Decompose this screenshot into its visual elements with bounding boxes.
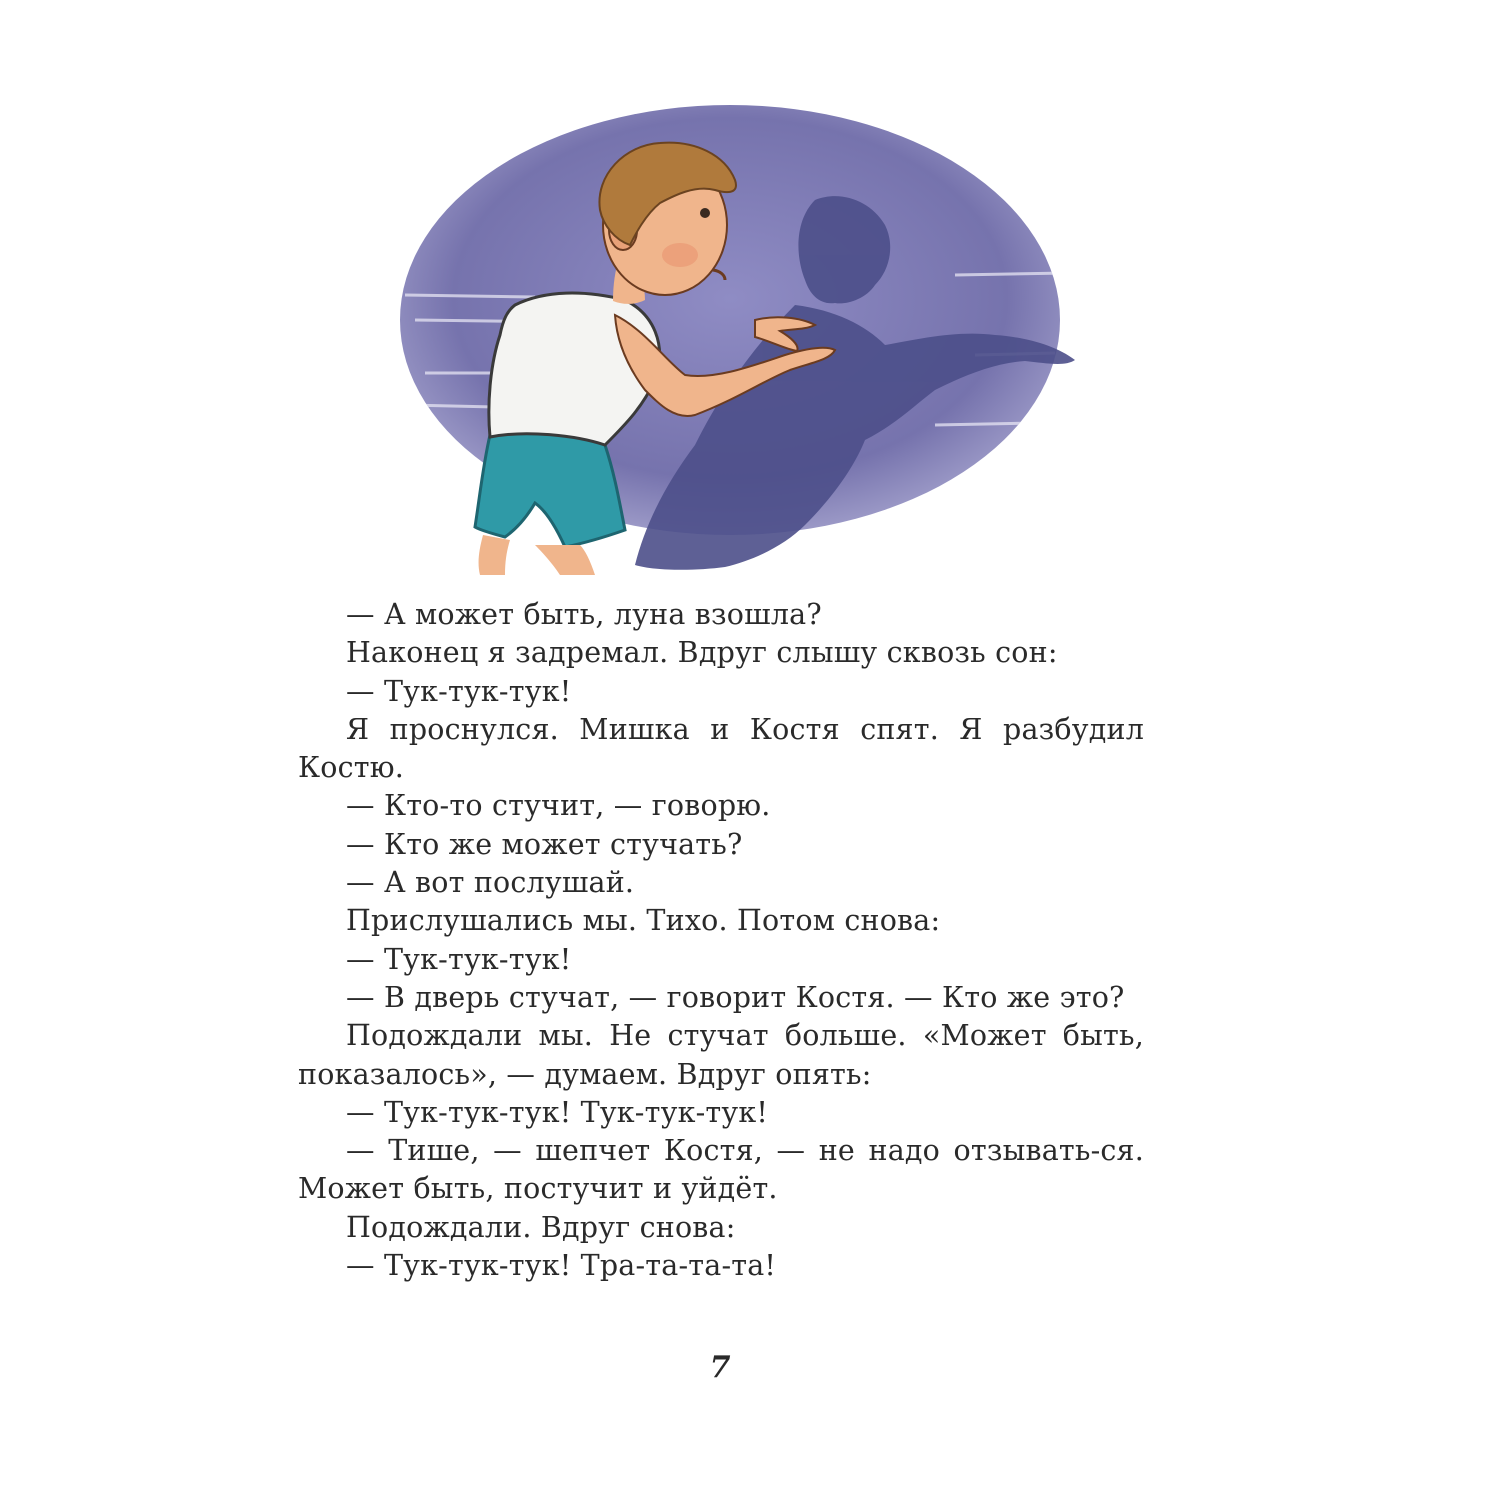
paragraph: — В дверь стучат, — говорит Костя. — Кто же это?: [346, 980, 1125, 1014]
boy-shorts: [475, 428, 625, 547]
page-number: 7: [709, 1350, 731, 1385]
story-text: [298, 596, 1144, 1285]
boy-leg: [479, 535, 510, 575]
boy-cheek: [662, 243, 698, 267]
boy-leg: [535, 545, 595, 575]
paragraph: Наконец я задремал. Вдруг слышу сквозь сон:: [346, 636, 1058, 670]
paragraph: — Тук-тук-тук!: [346, 942, 572, 976]
paragraph: — Кто-то стучит, — говорю.: [346, 789, 771, 823]
paragraph: Я проснулся. Мишка и Костя спят. Я разбудил Костю.: [298, 712, 1144, 785]
boy-shadow-illustration: [395, 105, 1085, 575]
paragraph: — Тук-тук-тук! Тук-тук-тук!: [346, 1095, 769, 1129]
boy-eye: [700, 208, 710, 218]
paragraph: Подождали. Вдруг снова:: [346, 1210, 736, 1244]
paragraph: — Кто же может стучать?: [346, 827, 743, 861]
illustration: [395, 105, 1085, 575]
paragraph: Подождали мы. Не стучат больше. «Может быть, показалось», — думаем. Вдруг опять:: [298, 1019, 1144, 1091]
paragraph: — Тише, — шепчет Костя, — не надо отзывать-ся. Может быть, постучит и уйдёт.: [298, 1134, 1144, 1206]
paragraph: — Тук-тук-тук!: [346, 674, 572, 708]
paragraph: — А вот послушай.: [346, 866, 635, 900]
paragraph: — Тук-тук-тук! Тра-та-та-та!: [346, 1249, 777, 1283]
paragraph: — А может быть, луна взошла?: [346, 598, 822, 631]
paragraph: Прислушались мы. Тихо. Потом снова:: [346, 904, 941, 938]
